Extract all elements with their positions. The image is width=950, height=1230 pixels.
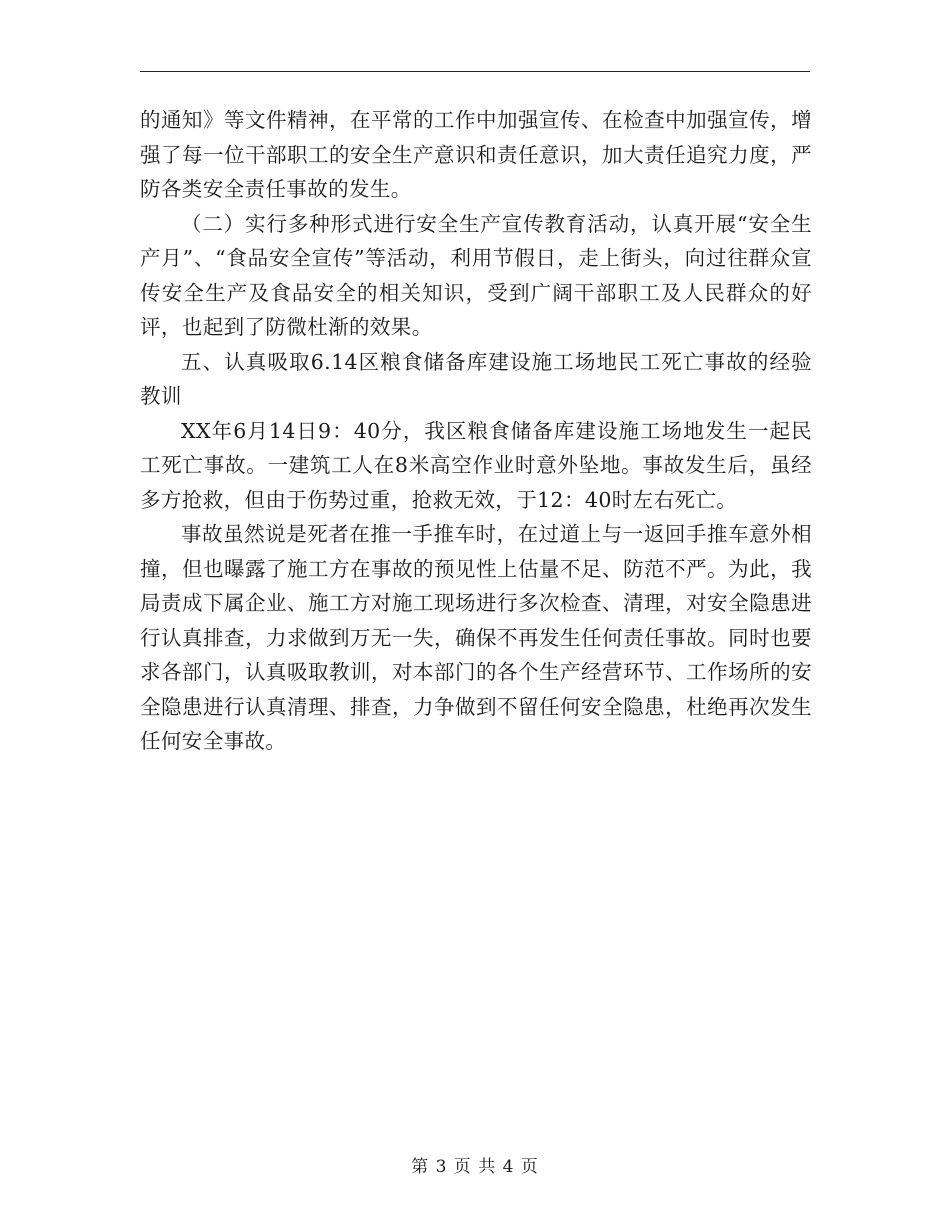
paragraph-accident-analysis: 事故虽然说是死者在推一手推车时，在过道上与一返回手推车意外相撞，但也曝露了施工方在事故的预见性上估量不足、防范不严。为此，我局责成下属企业、施工方对施工现场进行多次检查、清理，对安全隐患进行认真排查，力求做到万无一失，确保不再发生任何责任事故。同时也要求各部门，认真吸取教训，对本部门的各个生产经营环节、工作场所的安全隐患进行认真清理、排查，力争做到不留任何安全隐患，杜绝再次发生任何安全事故。 [140,522,812,753]
header-rule [140,71,810,72]
document-body [140,103,812,759]
section-heading-lessons: 五、认真吸取6.14区粮食储备库建设施工场地民工死亡事故的经验教训 [140,349,812,408]
page-number-footer: 第 3 页 共 4 页 [411,1157,539,1177]
paragraph-continuation: 的通知》等文件精神，在平常的工作中加强宣传、在检查中加强宣传，增强了每一位干部职工的安全生产意识和责任意识，加大责任追究力度，严防各类安全责任事故的发生。 [140,108,812,201]
paragraph-publicity-activities: （二）实行多种形式进行安全生产宣传教育活动，认真开展“安全生产月”、“食品安全宣传”等活动，利用节假日，走上街头，向过往群众宣传安全生产及食品安全的相关知识，受到广阔干部职工及人民群众的好评，也起到了防微杜渐的效果。 [140,211,812,339]
paragraph-accident-description: XX年6月14日9：40分，我区粮食储备库建设施工场地发生一起民工死亡事故。一建筑工人在8米高空作业时意外坠地。事故发生后，虽经多方抢救，但由于伤势过重，抢救无效，于12：40时左右死亡。 [140,418,812,512]
